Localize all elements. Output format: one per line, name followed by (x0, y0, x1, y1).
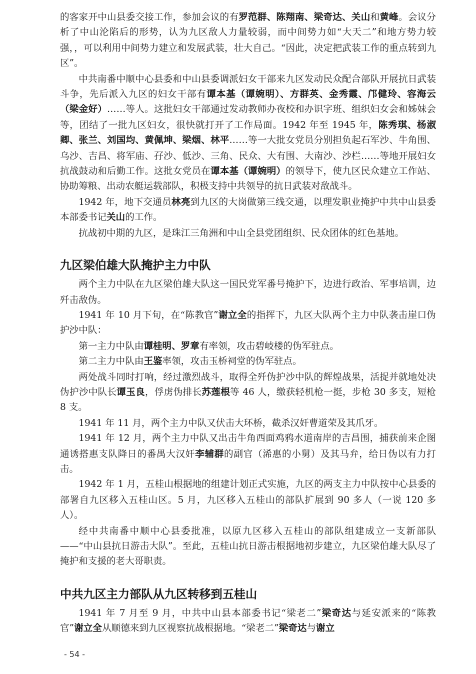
body-paragraph (60, 370, 436, 416)
body-paragraph (60, 339, 436, 354)
spacer (60, 241, 436, 257)
paragraph-text: ……等一大批女党员分别担负起石军沙、牛角围、乌沙、吉昌、将军庙、孖沙、低沙、三角、民众、大有围、大南沙、沙栏……等地开展妇女抗战鼓动和后勤工作。这批女党员在 (60, 135, 436, 178)
paragraph-text: ，俘虏伪排长 (145, 386, 202, 398)
bold-name-text: 谢立全 (74, 623, 102, 635)
paragraph-text: 抗战初中期的九区，是珠江三角洲和中山全县党团组织、民众团体的红色基地。 (78, 227, 404, 239)
paragraph-text: 等 46 人，缴获轻机枪一挺，步枪 30 多支，短枪 8 支。 (60, 386, 436, 414)
section-heading: 九区梁伯雄大队掩护主力中队 (60, 258, 211, 273)
bold-name-text: 苏莲根 (201, 386, 231, 398)
body-paragraph (60, 277, 436, 308)
paragraph-text: 两个主力中队在九区梁伯雄大队这一国民党军番号掩护下，边进行政治、军事培训，边歼击敌伪。 (60, 279, 436, 306)
bold-name-text: 关山 (106, 212, 126, 224)
bold-name-text: 谭玉良 (116, 386, 146, 398)
paragraph-text: 第一主力中队由 (78, 340, 144, 352)
bold-name-text: 梁奇达 (278, 623, 307, 635)
body-paragraph (60, 477, 436, 523)
paragraph-text: 1941 年 10 月下旬，在“陈教官” (78, 309, 219, 321)
section-heading: 中共九区主力部队从九区转移到五桂山 (60, 586, 258, 601)
spacer (60, 570, 436, 586)
bold-name-text: 王鉴 (143, 356, 163, 368)
body-paragraph (60, 524, 436, 570)
paragraph-text: 有率领，攻击碧岐楼的伪军驻点。 (199, 340, 339, 352)
paragraph-text: 中共南番中顺中心县委和中山县委调派妇女干部来九区发动民众配合部队开展抗日武装斗争，先后派入九区的妇女干部有 (60, 73, 436, 101)
paragraph-text: 与延安派来的“陈教官” (60, 607, 436, 635)
paragraph-text: 1941 年 7 月至 9 月，中共中山县本部委书记“梁老二” (78, 607, 322, 619)
paragraph-text: 1942 年，地下交通员 (78, 196, 172, 208)
body-paragraph (60, 606, 436, 637)
paragraph-text: 从顺德来到九区视察抗战根据地。“梁老二” (101, 623, 279, 635)
bold-name-text: 李辅群 (195, 448, 225, 460)
paragraph-text: 。会议分析了中山沦陷后的形势，认为九区敌人力量较弱，而中间势力如“大天二”和地方势力较强，，可以利用中间势力建立和发展武装，壮大自己。“因此，决定把武装工作的重点转到九区”。 (60, 12, 436, 70)
body-paragraph (60, 416, 436, 431)
paragraph-text: 经中共南番中顺中心县委批准，以原九区移入五桂山的部队组建成立一支新部队——“中山县抗日游击大队”。至此，五桂山抗日游击根据地初步建立，九区梁伯雄大队尽了掩护和支援的老大哥职责。 (60, 525, 436, 568)
paragraph-text: 第二主力中队由 (78, 356, 144, 368)
paragraph-text: 的指挥下，九区大队两个主力中队袭击崖口伪护沙中队： (60, 309, 436, 337)
body-paragraph (60, 195, 436, 226)
body-paragraph (60, 226, 436, 241)
paragraph-text: 与 (306, 623, 317, 635)
bold-name-text: 谭本基（谭婉明）、方群英、金秀霞、邝健玲、容海云（梁金好） (60, 89, 436, 116)
paragraph-text: 1941 年 11 月，两个主力中队又伏击大环桥，截杀汉奸曹道荣及其爪牙。 (78, 417, 384, 429)
bold-name-text: 梁奇达 (321, 607, 352, 619)
bold-name-text: 谢立全 (218, 309, 247, 321)
body-paragraph (60, 72, 436, 195)
paragraph-text: ……等人。这批妇女干部通过发动教师办夜校和办识字班、组织妇女会和姊妹会等，团结了一批九区妇女，很快就打开了工作局面。1942 年至 1945 年， (60, 104, 436, 131)
paragraph-text: 1941 年 12 月，两个主力中队又出击牛角西面鸡鸦水道南岸的吉昌围，捕获前来企图通诱搭惠支队降日的番禺大汉奸 (60, 433, 436, 460)
bold-name-text: 谭桂明、罗章 (143, 340, 200, 352)
page-number: - 54 - (64, 650, 86, 659)
paragraph-text: 1942 年 1 月，五桂山根据地的组建计划正式实施，九区的两支主力中队按中心县委的部署自九区移入五桂山区。5 月，九区移入五桂山的部队扩展到 90 多人（一说 120 多人）。 (60, 479, 436, 522)
paragraph-text: 两处战斗同时打响，经过激烈战斗，取得全歼伪护沙中队的辉煌战果，活捉并就地处决伪护沙中队长 (60, 371, 436, 398)
bold-name-text: 谭本基（谭婉明） (210, 166, 286, 178)
paragraph-text: 和 (370, 12, 380, 23)
bold-name-text: 林亮 (171, 196, 191, 208)
paragraph-text: 的副官（浠惠的小舅）及其马弁，给日伪以有力打击。 (60, 448, 436, 475)
paragraph-text: 到九区的大岗做第三线交通，以理发职业掩护中共中山县委本部委书记 (60, 196, 436, 224)
body-paragraph (60, 308, 436, 339)
bold-name-text: 陈秀琪、杨淑卿、张兰、刘国均、黄佩坤、梁烟、林平 (60, 119, 436, 147)
paragraph-text: 的领导下，使九区民众建立工作站、协助筹粮、出动农艇运载部队，积极支持中共领导的抗日武装对敌战斗。 (60, 166, 436, 193)
paragraph-text: 的客家开中山县委交接工作，参加会议的有 (60, 12, 239, 23)
bold-name-text: 谢立 (316, 623, 335, 635)
body-paragraph (60, 10, 436, 72)
bold-name-text: 黄峰 (379, 12, 399, 23)
body-paragraph (60, 431, 436, 477)
paragraph-text: 率领，攻击玉桥祠堂的伪军驻点。 (162, 356, 302, 368)
document-body (60, 10, 436, 637)
bold-name-text: 罗范群、陈翔南、梁奇达、关山 (238, 12, 371, 23)
paragraph-text: 的工作。 (125, 212, 163, 224)
body-paragraph (60, 354, 436, 369)
